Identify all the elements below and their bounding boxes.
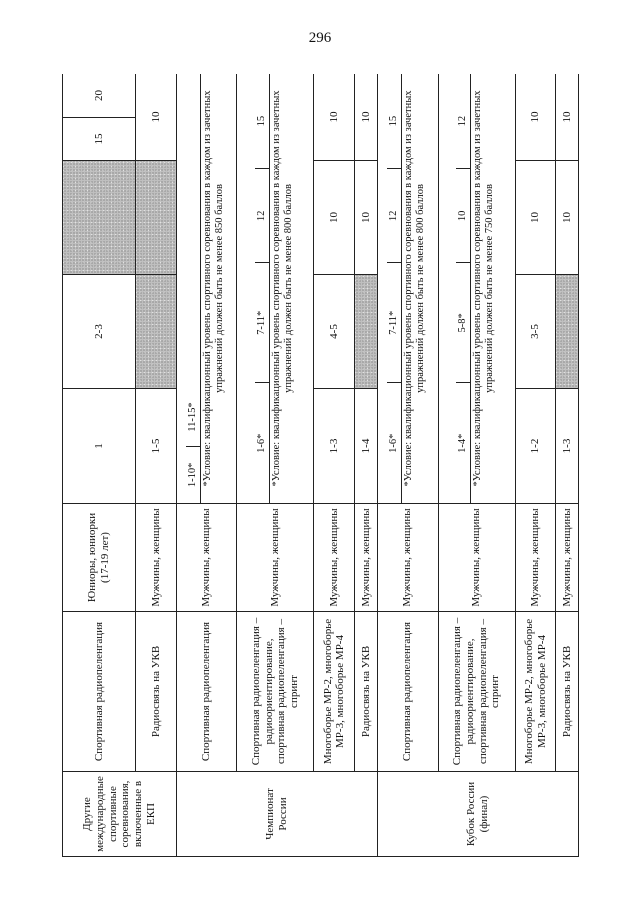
discipline-cell: Многоборье МР-2, многоборье МР-3, многоборье МР-4: [314, 612, 355, 772]
discipline-cell: Спортивная радиопеленгация: [176, 612, 237, 772]
condition-note: *Условие: квалификационный уровень спортивного соревнования в каждом из зачетных упражнений должен быть не менее 800 баллов: [403, 90, 427, 487]
value-cell: 4-5: [314, 274, 355, 388]
gender-cell: Мужчины, женщины: [355, 504, 378, 612]
value-cell: 10: [556, 74, 579, 160]
gender-cell: Мужчины, женщины: [314, 504, 355, 612]
value-cell: 15: [387, 74, 402, 169]
gender-cell: Мужчины, женщины: [136, 504, 176, 612]
value-cell: 1-3: [556, 389, 579, 504]
value-cell: 10: [456, 169, 471, 263]
value-cell: 5-8*: [456, 263, 471, 383]
value-cell: 10: [515, 160, 556, 274]
discipline-cell: Радиосвязь на УКВ: [355, 612, 378, 772]
value-cell: 1-10*: [186, 446, 201, 503]
group-cell-cup: Кубок России (финал): [377, 772, 578, 857]
value-cell: 10: [314, 160, 355, 274]
table-row: [556, 74, 579, 857]
table-row: [237, 74, 314, 857]
value-cell: 1-4: [355, 389, 378, 504]
discipline-cell: Спортивная радиопеленгация: [377, 612, 438, 772]
value-cell: 10: [556, 160, 579, 274]
table-row: [377, 74, 438, 857]
gender-cell: Мужчины, женщины: [176, 504, 237, 612]
place-cell: 1: [63, 389, 136, 504]
shaded-cell: [63, 160, 136, 274]
value-cell: 10: [515, 74, 556, 160]
place-cell: 15: [63, 117, 136, 160]
condition-note: *Условие: квалификационный уровень спортивного соревнования в каждом из зачетных упражнений должен быть не менее 750 баллов: [472, 90, 496, 487]
discipline-cell: Спортивная радиопеленгация: [63, 612, 136, 772]
value-cell: 1-6*: [255, 383, 270, 503]
discipline-cell: Многоборье МР-2, многоборье МР-3, многоборье МР-4: [515, 612, 556, 772]
value-cell: 12: [387, 169, 402, 263]
composite-cell: [438, 74, 515, 504]
table-row: [314, 74, 355, 857]
condition-note: *Условие: квалификационный уровень спортивного соревнования в каждом из зачетных упражнений должен быть не менее 850 баллов: [201, 90, 225, 487]
value-cell: 11-15*: [186, 388, 201, 446]
table-row: [136, 74, 176, 857]
composite-cell: [176, 74, 237, 504]
value-cell: 10: [314, 74, 355, 160]
composite-cell: [377, 74, 438, 504]
composite-cell: [237, 74, 314, 504]
table-row: [515, 74, 556, 857]
value-cell: 1-6*: [387, 383, 402, 503]
group-cell-international: Другие международные спортивные соревнования, включенные в ЕКП: [63, 772, 177, 857]
value-cell: 7-11*: [255, 263, 270, 383]
table-frame: [62, 74, 579, 857]
value-cell: 15: [255, 74, 270, 169]
value-cell: 10: [136, 74, 176, 160]
value-cell: 3-5: [515, 274, 556, 388]
condition-note: *Условие: квалификационный уровень спортивного соревнования в каждом из зачетных упражнений должен быть не менее 800 баллов: [270, 90, 294, 487]
discipline-cell: Спортивная радиопеленгация – радиоориентирование, спортивная радиопеленгация – спринт: [438, 612, 515, 772]
place-cell: 20: [63, 74, 136, 117]
table-row: [63, 74, 136, 857]
gender-cell: Мужчины, женщины: [438, 504, 515, 612]
value-cell: 12: [255, 169, 270, 263]
discipline-cell: Радиосвязь на УКВ: [556, 612, 579, 772]
rotated-table-container: [62, 74, 579, 857]
discipline-cell: Радиосвязь на УКВ: [136, 612, 176, 772]
sport-category-table: [62, 74, 579, 857]
table-row: [438, 74, 515, 857]
discipline-cell: Спортивная радиопеленгация – радиоориентирование, спортивная радиопеленгация – спринт: [237, 612, 314, 772]
page-number: 296: [308, 30, 332, 46]
shaded-cell: [136, 274, 176, 388]
value-cell: 10: [355, 74, 378, 160]
gender-cell: Мужчины, женщины: [515, 504, 556, 612]
shaded-cell: [136, 160, 176, 274]
empty-cell: [186, 74, 201, 388]
value-cell: 10: [355, 160, 378, 274]
group-cell-championship: Чемпионат России: [176, 772, 377, 857]
gender-cell: Мужчины, женщины: [377, 504, 438, 612]
value-cell: 1-5: [136, 389, 176, 504]
place-cell: 2-3: [63, 274, 136, 388]
value-cell: 1-2: [515, 389, 556, 504]
value-cell: 7-11*: [387, 263, 402, 383]
shaded-cell: [355, 274, 378, 388]
shaded-cell: [556, 274, 579, 388]
value-cell: 1-4*: [456, 383, 471, 503]
table-row: [355, 74, 378, 857]
gender-cell: Мужчины, женщины: [556, 504, 579, 612]
table-row: [176, 74, 237, 857]
age-group-cell: Юниоры, юниорки (17-19 лет): [63, 504, 136, 612]
gender-cell: Мужчины, женщины: [237, 504, 314, 612]
value-cell: 12: [456, 74, 471, 169]
value-cell: 1-3: [314, 389, 355, 504]
